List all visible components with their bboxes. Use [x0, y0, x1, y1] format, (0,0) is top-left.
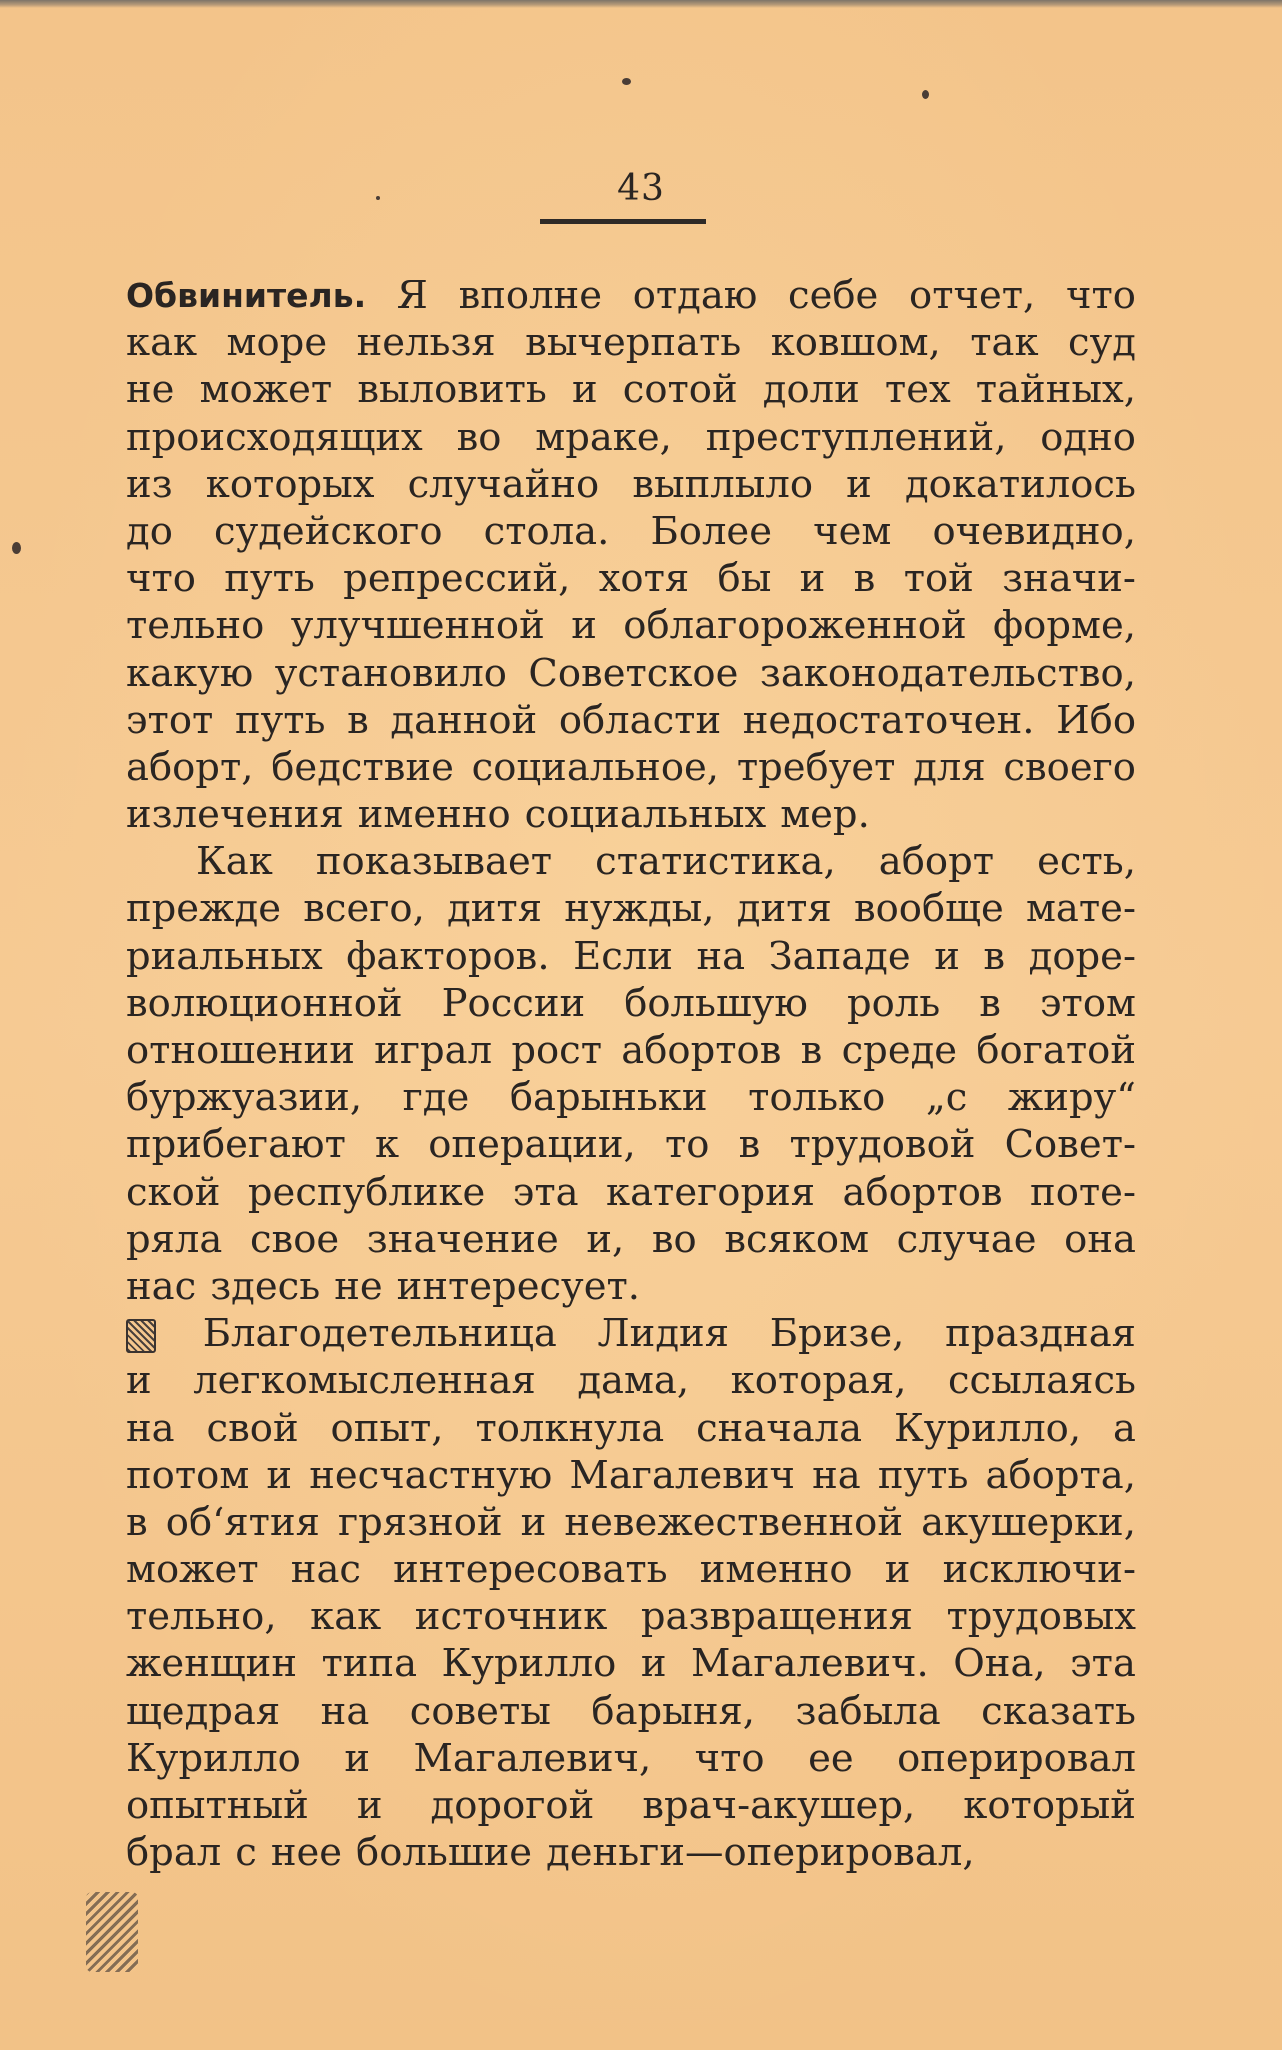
word: не — [126, 367, 175, 413]
text-line — [126, 1499, 1136, 1546]
text-line — [126, 1452, 1136, 1499]
word: дитя — [736, 886, 832, 932]
word: который — [963, 1783, 1136, 1828]
word: стола. — [483, 508, 610, 554]
word: случайно — [407, 461, 600, 507]
word: именно — [357, 792, 511, 838]
word: сотой — [622, 367, 738, 413]
text-line — [126, 1169, 1136, 1216]
word: эта — [1070, 1641, 1136, 1687]
text-line — [126, 366, 1136, 413]
word: аборта, — [985, 1452, 1136, 1498]
word: как — [126, 320, 198, 366]
word: очевидно, — [932, 508, 1136, 554]
word: волюционной — [126, 980, 403, 1026]
text-line — [126, 697, 1136, 744]
word: из — [126, 461, 173, 507]
word: улучшенной — [290, 603, 545, 649]
text-line — [126, 933, 1136, 980]
text-line — [126, 1121, 1136, 1168]
word: и — [571, 367, 598, 413]
word: и — [520, 1499, 547, 1545]
word: где — [402, 1075, 470, 1121]
word: может — [199, 367, 333, 413]
word: законодательство, — [759, 650, 1136, 696]
word: „с — [925, 1075, 968, 1121]
word: в — [979, 980, 1001, 1026]
word: и — [571, 603, 597, 649]
word: ковшом, — [770, 320, 941, 366]
word: той — [903, 556, 974, 602]
word: судейского — [214, 508, 443, 554]
word: Магалевич. — [690, 1641, 929, 1687]
word: об‘ятия — [165, 1499, 320, 1545]
word: и — [640, 1641, 667, 1687]
text-line — [126, 1782, 1136, 1829]
text-line — [126, 650, 1136, 697]
word: доли — [762, 367, 860, 413]
word: забыла — [795, 1688, 941, 1734]
word: нас — [126, 1263, 197, 1309]
word: буржуазии, — [126, 1075, 363, 1121]
word: этом — [1039, 980, 1136, 1026]
word: что — [694, 1735, 765, 1781]
word: путь — [877, 1452, 969, 1498]
word: в — [126, 1499, 148, 1545]
word: категория — [606, 1169, 816, 1215]
word: недостаточен. — [742, 697, 1035, 743]
word: нельзя — [356, 320, 496, 366]
word: и — [344, 1735, 370, 1781]
word: здесь — [210, 1263, 321, 1309]
word: чем — [813, 508, 892, 554]
text-line — [126, 1735, 1136, 1782]
word: грязной — [337, 1499, 503, 1545]
word: может — [126, 1547, 259, 1593]
word: и — [884, 1547, 911, 1593]
text-line — [126, 1074, 1136, 1121]
word: вычерпать — [525, 320, 742, 366]
word: риальных — [126, 933, 323, 979]
word: дорогой — [430, 1783, 595, 1828]
word: играл — [374, 1028, 493, 1073]
word: Курилло — [126, 1735, 301, 1781]
ink-speck — [622, 78, 631, 85]
word: в — [983, 933, 1006, 979]
word: отчет, — [909, 273, 1036, 318]
word: в — [347, 697, 369, 743]
word: эта — [512, 1169, 579, 1215]
library-stamp — [86, 1892, 138, 1972]
word: она — [1064, 1216, 1136, 1262]
word: области — [558, 697, 722, 743]
word: а — [1113, 1405, 1136, 1451]
word: типа — [321, 1641, 418, 1687]
word: опыт, — [330, 1405, 444, 1451]
word: тельно — [126, 603, 265, 649]
page-number-rule — [540, 219, 706, 224]
word: акушерки, — [921, 1499, 1136, 1545]
word: всяком — [724, 1216, 870, 1262]
word: что — [1065, 273, 1136, 318]
word: ряла — [126, 1216, 223, 1262]
text-line — [126, 272, 1136, 319]
word: источник — [414, 1594, 608, 1640]
text-line — [126, 319, 1136, 366]
word: поте- — [1030, 1169, 1136, 1215]
word: и, — [586, 1216, 625, 1262]
text-line — [126, 791, 1136, 838]
word: и — [356, 1783, 383, 1828]
word: отношении — [126, 1028, 355, 1073]
word: Западе — [768, 933, 911, 979]
text-line — [126, 1829, 1136, 1876]
word: социальных — [524, 792, 767, 838]
word: излечения — [126, 792, 344, 838]
word: которая, — [730, 1358, 907, 1404]
word: с — [235, 1830, 257, 1876]
word: трудовых — [946, 1594, 1136, 1640]
word: бы — [717, 556, 772, 602]
word: дама, — [577, 1358, 690, 1404]
word: только — [748, 1075, 886, 1121]
word: интересует. — [396, 1263, 641, 1309]
word: какую — [126, 650, 254, 696]
word: невежественной — [564, 1499, 904, 1545]
text-line — [126, 602, 1136, 649]
ink-speck — [376, 196, 380, 200]
word: путь — [224, 556, 315, 602]
word: абортов — [621, 1028, 782, 1073]
word: вообще — [853, 886, 1004, 932]
text-line — [126, 744, 1136, 791]
word: и — [934, 933, 960, 979]
word: себе — [788, 273, 879, 318]
word: форме, — [993, 603, 1136, 649]
word: на — [126, 1405, 175, 1451]
word: сначала — [696, 1405, 863, 1451]
word: выплыло — [632, 461, 814, 507]
word: сказать — [981, 1688, 1136, 1734]
word: есть, — [1037, 839, 1136, 885]
word: прежде — [126, 886, 281, 932]
body-text — [126, 272, 1136, 1876]
word: то — [664, 1122, 710, 1168]
word: репрессий, — [343, 556, 571, 602]
word: несчастную — [309, 1452, 553, 1498]
word: Курилло, — [894, 1405, 1082, 1451]
word: Лидия — [597, 1311, 729, 1357]
text-line — [126, 885, 1136, 932]
word: данной — [390, 697, 538, 743]
word: докатилось — [904, 461, 1136, 507]
word: богатой — [976, 1028, 1136, 1073]
word: деньги—оперировал, — [546, 1830, 975, 1876]
word: всего, — [303, 886, 425, 932]
word: факторов. — [346, 933, 550, 979]
word: Курилло — [441, 1641, 617, 1687]
word: Она, — [953, 1641, 1046, 1687]
word: путь — [234, 697, 326, 743]
word: республике — [247, 1169, 486, 1215]
word: на — [696, 933, 746, 979]
text-line — [126, 1263, 1136, 1310]
word: потом — [126, 1452, 250, 1498]
word: брал — [126, 1830, 222, 1876]
page-top-edge — [0, 0, 1282, 8]
ink-speck — [922, 90, 929, 99]
word: бедствие — [271, 744, 454, 790]
word: как — [310, 1594, 382, 1640]
word: выловить — [357, 367, 547, 413]
word: Ибо — [1056, 697, 1136, 743]
word: Магалевич, — [413, 1735, 652, 1781]
word: установило — [274, 650, 507, 696]
word: социальное, — [471, 744, 720, 790]
word: мраке, — [535, 414, 672, 460]
text-line — [126, 1593, 1136, 1640]
word: Бризе, — [769, 1311, 905, 1357]
text-line — [126, 1310, 1136, 1357]
word: показывает — [315, 839, 553, 885]
word: тех — [884, 367, 951, 413]
text-line — [126, 1688, 1136, 1735]
word: барыня, — [591, 1688, 756, 1734]
word: суд — [1068, 320, 1136, 366]
word: требует — [736, 744, 896, 790]
word: свое — [249, 1216, 340, 1262]
text-line — [126, 1027, 1136, 1074]
word: отдаю — [632, 273, 758, 318]
word: свой — [206, 1405, 299, 1451]
word: Советское — [528, 650, 739, 696]
text-line — [126, 1546, 1136, 1593]
word: рост — [511, 1028, 602, 1073]
paragraph-benefactress — [126, 1310, 1136, 1876]
word: дитя — [447, 886, 543, 932]
page-number: 43 — [617, 168, 665, 209]
word: и — [126, 1358, 152, 1404]
word: и — [266, 1452, 293, 1498]
text-line — [126, 461, 1136, 508]
word: развращения — [640, 1594, 913, 1640]
word: аборт — [878, 839, 995, 885]
paragraph-prosecutor — [126, 272, 1136, 838]
word: которых — [205, 461, 375, 507]
word: интересовать — [393, 1547, 668, 1593]
word: нужды, — [564, 886, 715, 932]
word: одно — [1040, 414, 1136, 460]
word: тельно, — [126, 1594, 277, 1640]
word: большую — [624, 980, 808, 1026]
word: Благодетельница — [202, 1311, 557, 1357]
word: случае — [896, 1216, 1037, 1262]
word: и — [799, 556, 826, 602]
word: облагороженной — [623, 603, 967, 649]
word: мер. — [780, 792, 870, 838]
word: ссылаясь — [948, 1358, 1136, 1404]
word: во — [456, 414, 502, 460]
word: нас — [290, 1547, 361, 1593]
word: жиру“ — [1007, 1075, 1136, 1121]
word: хотя — [598, 556, 690, 602]
word: вполне — [458, 273, 602, 318]
word: исключи- — [942, 1547, 1136, 1593]
text-line — [126, 1216, 1136, 1263]
word: Совет- — [1004, 1122, 1136, 1168]
word: прибегают — [126, 1122, 346, 1168]
word: ее — [808, 1735, 854, 1781]
word: этот — [126, 697, 214, 743]
text-line — [126, 1640, 1136, 1687]
speaker-label: Обвинитель. — [126, 276, 367, 315]
word: так — [970, 320, 1039, 366]
word: России — [441, 980, 586, 1026]
word: Как — [196, 839, 273, 885]
word: среде — [841, 1028, 958, 1073]
margin-stamp-icon — [126, 1319, 156, 1353]
word: в — [800, 1028, 823, 1073]
word: роль — [846, 980, 941, 1026]
word: толкнула — [475, 1405, 665, 1451]
text-line — [126, 980, 1136, 1027]
word: значи- — [1002, 556, 1136, 602]
word: происходящих — [126, 414, 423, 460]
word: значение — [366, 1216, 559, 1262]
word: барыньки — [509, 1075, 708, 1121]
word: опытный — [126, 1783, 309, 1828]
text-line — [126, 555, 1136, 602]
word: большие — [356, 1830, 533, 1876]
word: своего — [1003, 744, 1136, 790]
word: Магалевич — [569, 1452, 795, 1498]
word: Я — [396, 273, 428, 318]
word: аборт, — [126, 744, 254, 790]
word: во — [651, 1216, 697, 1262]
word: оперировал — [897, 1735, 1136, 1781]
word: Если — [573, 933, 673, 979]
word: тайных, — [975, 367, 1136, 413]
text-line — [126, 508, 1136, 555]
word: в — [853, 556, 876, 602]
word: именно — [699, 1547, 853, 1593]
word: врач-акушер, — [642, 1783, 916, 1828]
word: трудовой — [789, 1122, 976, 1168]
word: преступлений, — [705, 414, 1007, 460]
word: к — [375, 1122, 400, 1168]
word: на — [320, 1688, 370, 1734]
word: море — [226, 320, 328, 366]
word: на — [812, 1452, 861, 1498]
word: в — [738, 1122, 761, 1168]
word: советы — [409, 1688, 551, 1734]
word: щедрая — [126, 1688, 281, 1734]
word: для — [913, 744, 986, 790]
word: статистика, — [595, 839, 836, 885]
paragraph-statistics — [126, 838, 1136, 1310]
text-line — [126, 1405, 1136, 1452]
word: операции, — [428, 1122, 636, 1168]
word: доре- — [1028, 933, 1136, 979]
word: женщин — [126, 1641, 297, 1687]
word: праздная — [945, 1311, 1136, 1357]
word: нее — [270, 1830, 343, 1876]
text-line — [126, 838, 1136, 885]
word: ской — [126, 1169, 221, 1215]
text-line — [126, 1357, 1136, 1404]
ink-speck — [12, 542, 21, 554]
word: не — [334, 1263, 383, 1309]
word: Более — [650, 508, 772, 554]
word: легкомысленная — [193, 1358, 536, 1404]
word: до — [126, 508, 173, 554]
text-line — [126, 414, 1136, 461]
word: абортов — [842, 1169, 1003, 1215]
word: и — [846, 461, 872, 507]
word: что — [126, 556, 196, 602]
word: мате- — [1025, 886, 1136, 932]
